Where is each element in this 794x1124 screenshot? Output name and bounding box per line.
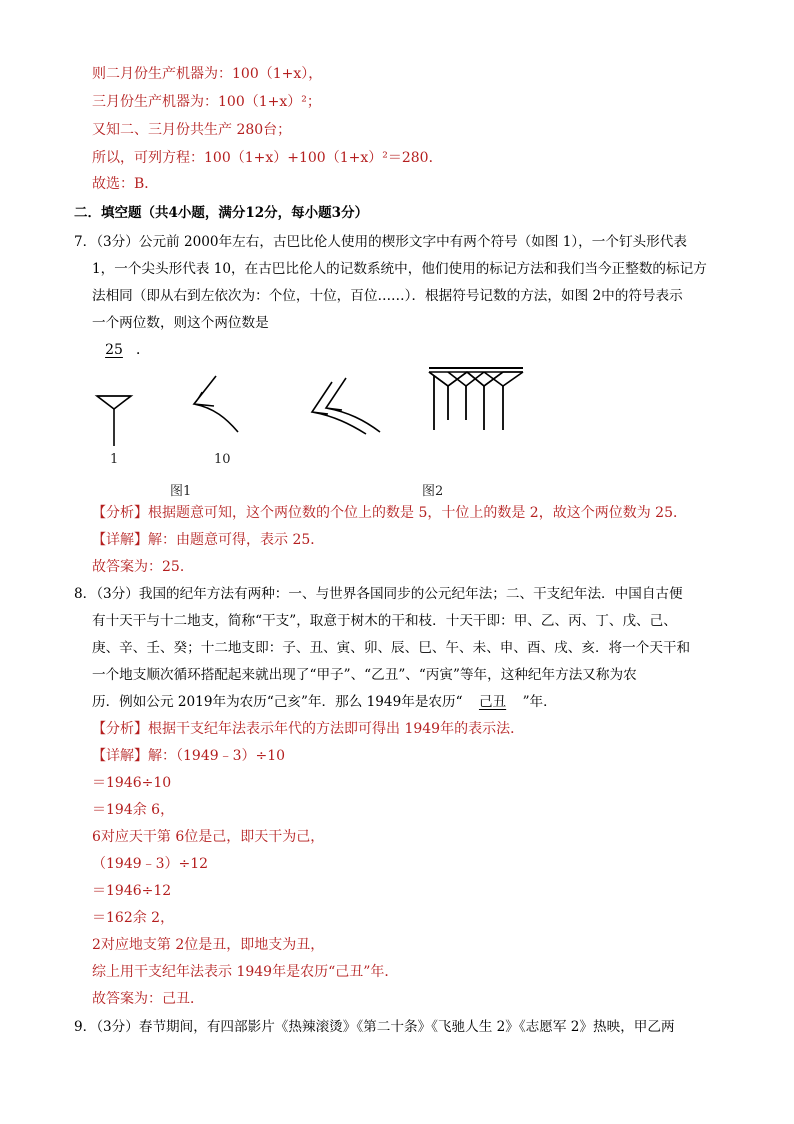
q7-answer-blank: 25 [105,342,123,358]
q8-detail-line-6: ＝1946÷12 [92,883,172,899]
q7-line-1: 7．（3分）公元前 2000年左右，古巴比伦人使用的楔形文字中有两个符号（如图 1），一个钉头形代表 [74,234,687,250]
q8-analysis [92,719,524,739]
q7-detail-tag: 【详解】 [92,532,148,548]
solution-line-4: 所以，可列方程：100（1+x）+100（1+x）²＝280． [92,150,443,166]
q7-answer-suffix: ． [136,342,150,358]
nail-symbol-figure [90,390,140,450]
q8-line-1: 8．（3分）我国的纪年方法有两种：一、与世界各国同步的公元纪年法；二、干支纪年法．中国自古便 [74,586,683,602]
q8-detail-tag: 【详解】 [92,748,148,764]
section-title: 二．填空题（共4小题，满分12分，每小题3分） [74,205,369,221]
q8-line-5-text: 历．例如公元 2019年为农历“己亥”年．那么 1949年是农历“ [92,694,463,710]
figure-1-caption: 图1 [170,484,192,499]
q8-line-2: 有十天干与十二地支，简称“干支”，取意于树木的干和枝．十天干即：甲、乙、丙、丁、戊、己、 [92,613,677,629]
q7-analysis-text: 根据题意可知，这个两位数的个位上的数是 5，十位上的数是 2，故这个两位数为 25． [148,505,687,521]
solution-line-2: 三月份生产机器为：100（1+x）²； [92,94,321,110]
q8-detail-line-8: 2对应地支第 2位是丑，即地支为丑， [92,937,325,953]
q7-analysis-tag: 【分析】 [92,505,148,521]
symbol-label-10: 10 [214,452,231,467]
five-nails-figure [426,364,526,440]
figure-2-caption: 图2 [422,484,444,499]
q8-detail-line-3: ＝194余 6， [92,802,175,818]
q8-analysis-tag: 【分析】 [92,721,148,737]
q7-detail-text: 解：由题意可得，表示 25． [148,532,325,548]
symbol-label-1: 1 [110,452,119,467]
q8-detail-line-5: （1949﹣3）÷12 [92,856,209,872]
q8-final-answer: 故答案为：己丑． [92,991,204,1007]
q7-detail [92,530,324,550]
q7-analysis [92,503,687,523]
q8-answer-blank: 己丑 [478,694,507,710]
q8-analysis-text: 根据干支纪年法表示年代的方法即可得出 1949年的表示法． [148,721,525,737]
two-wedges-figure [306,372,386,438]
q7-line-4: 一个两位数，则这个两位数是 [92,315,269,331]
q7-line-2: 1，一个尖头形代表 10，在古巴比伦人的记数系统中，他们使用的标记方法和我们当今正整数的标记方 [92,261,707,277]
solution-line-3: 又知二、三月份共生产 280台； [92,122,292,138]
q8-detail-line-7: ＝162余 2， [92,910,175,926]
q8-line-5 [92,692,557,712]
q8-line-3: 庚、辛、壬、癸；十二地支即：子、丑、寅、卯、辰、巳、午、未、申、酉、戌、亥．将一个天干和 [92,640,691,656]
q8-detail-line-9: 综上用干支纪年法表示 1949年是农历“己丑”年． [92,964,399,980]
q8-detail-line-4: 6对应天干第 6位是己，即天干为己， [92,829,325,845]
q7-line-3: 法相同（即从右到左依次为：个位，十位，百位……）．根据符号记数的方法，如图 2中的符号表示 [92,288,683,304]
solution-line-5: 故选：B． [92,176,159,192]
q8-detail-line-2: ＝1946÷10 [92,775,172,791]
q8-line-4: 一个地支顺次循环搭配起来就出现了“甲子”、“乙丑”、“丙寅”等年，这种纪年方法又称为农 [92,667,637,683]
q7-answer-line [92,340,150,360]
q8-detail-line-1: 解：（1949﹣3）÷10 [148,748,286,764]
q8-detail [92,746,285,766]
q9-line-1: 9．（3分）春节期间，有四部影片《热辣滚烫》《第二十条》《飞驰人生 2》《志愿军 2》热映，甲乙两 [74,1019,675,1035]
q8-answer-suffix: ”年． [522,694,557,710]
wedge-symbol-figure [186,372,246,436]
solution-line-1: 则二月份生产机器为：100（1+x）， [92,66,323,82]
q7-final-answer: 故答案为：25． [92,559,194,575]
